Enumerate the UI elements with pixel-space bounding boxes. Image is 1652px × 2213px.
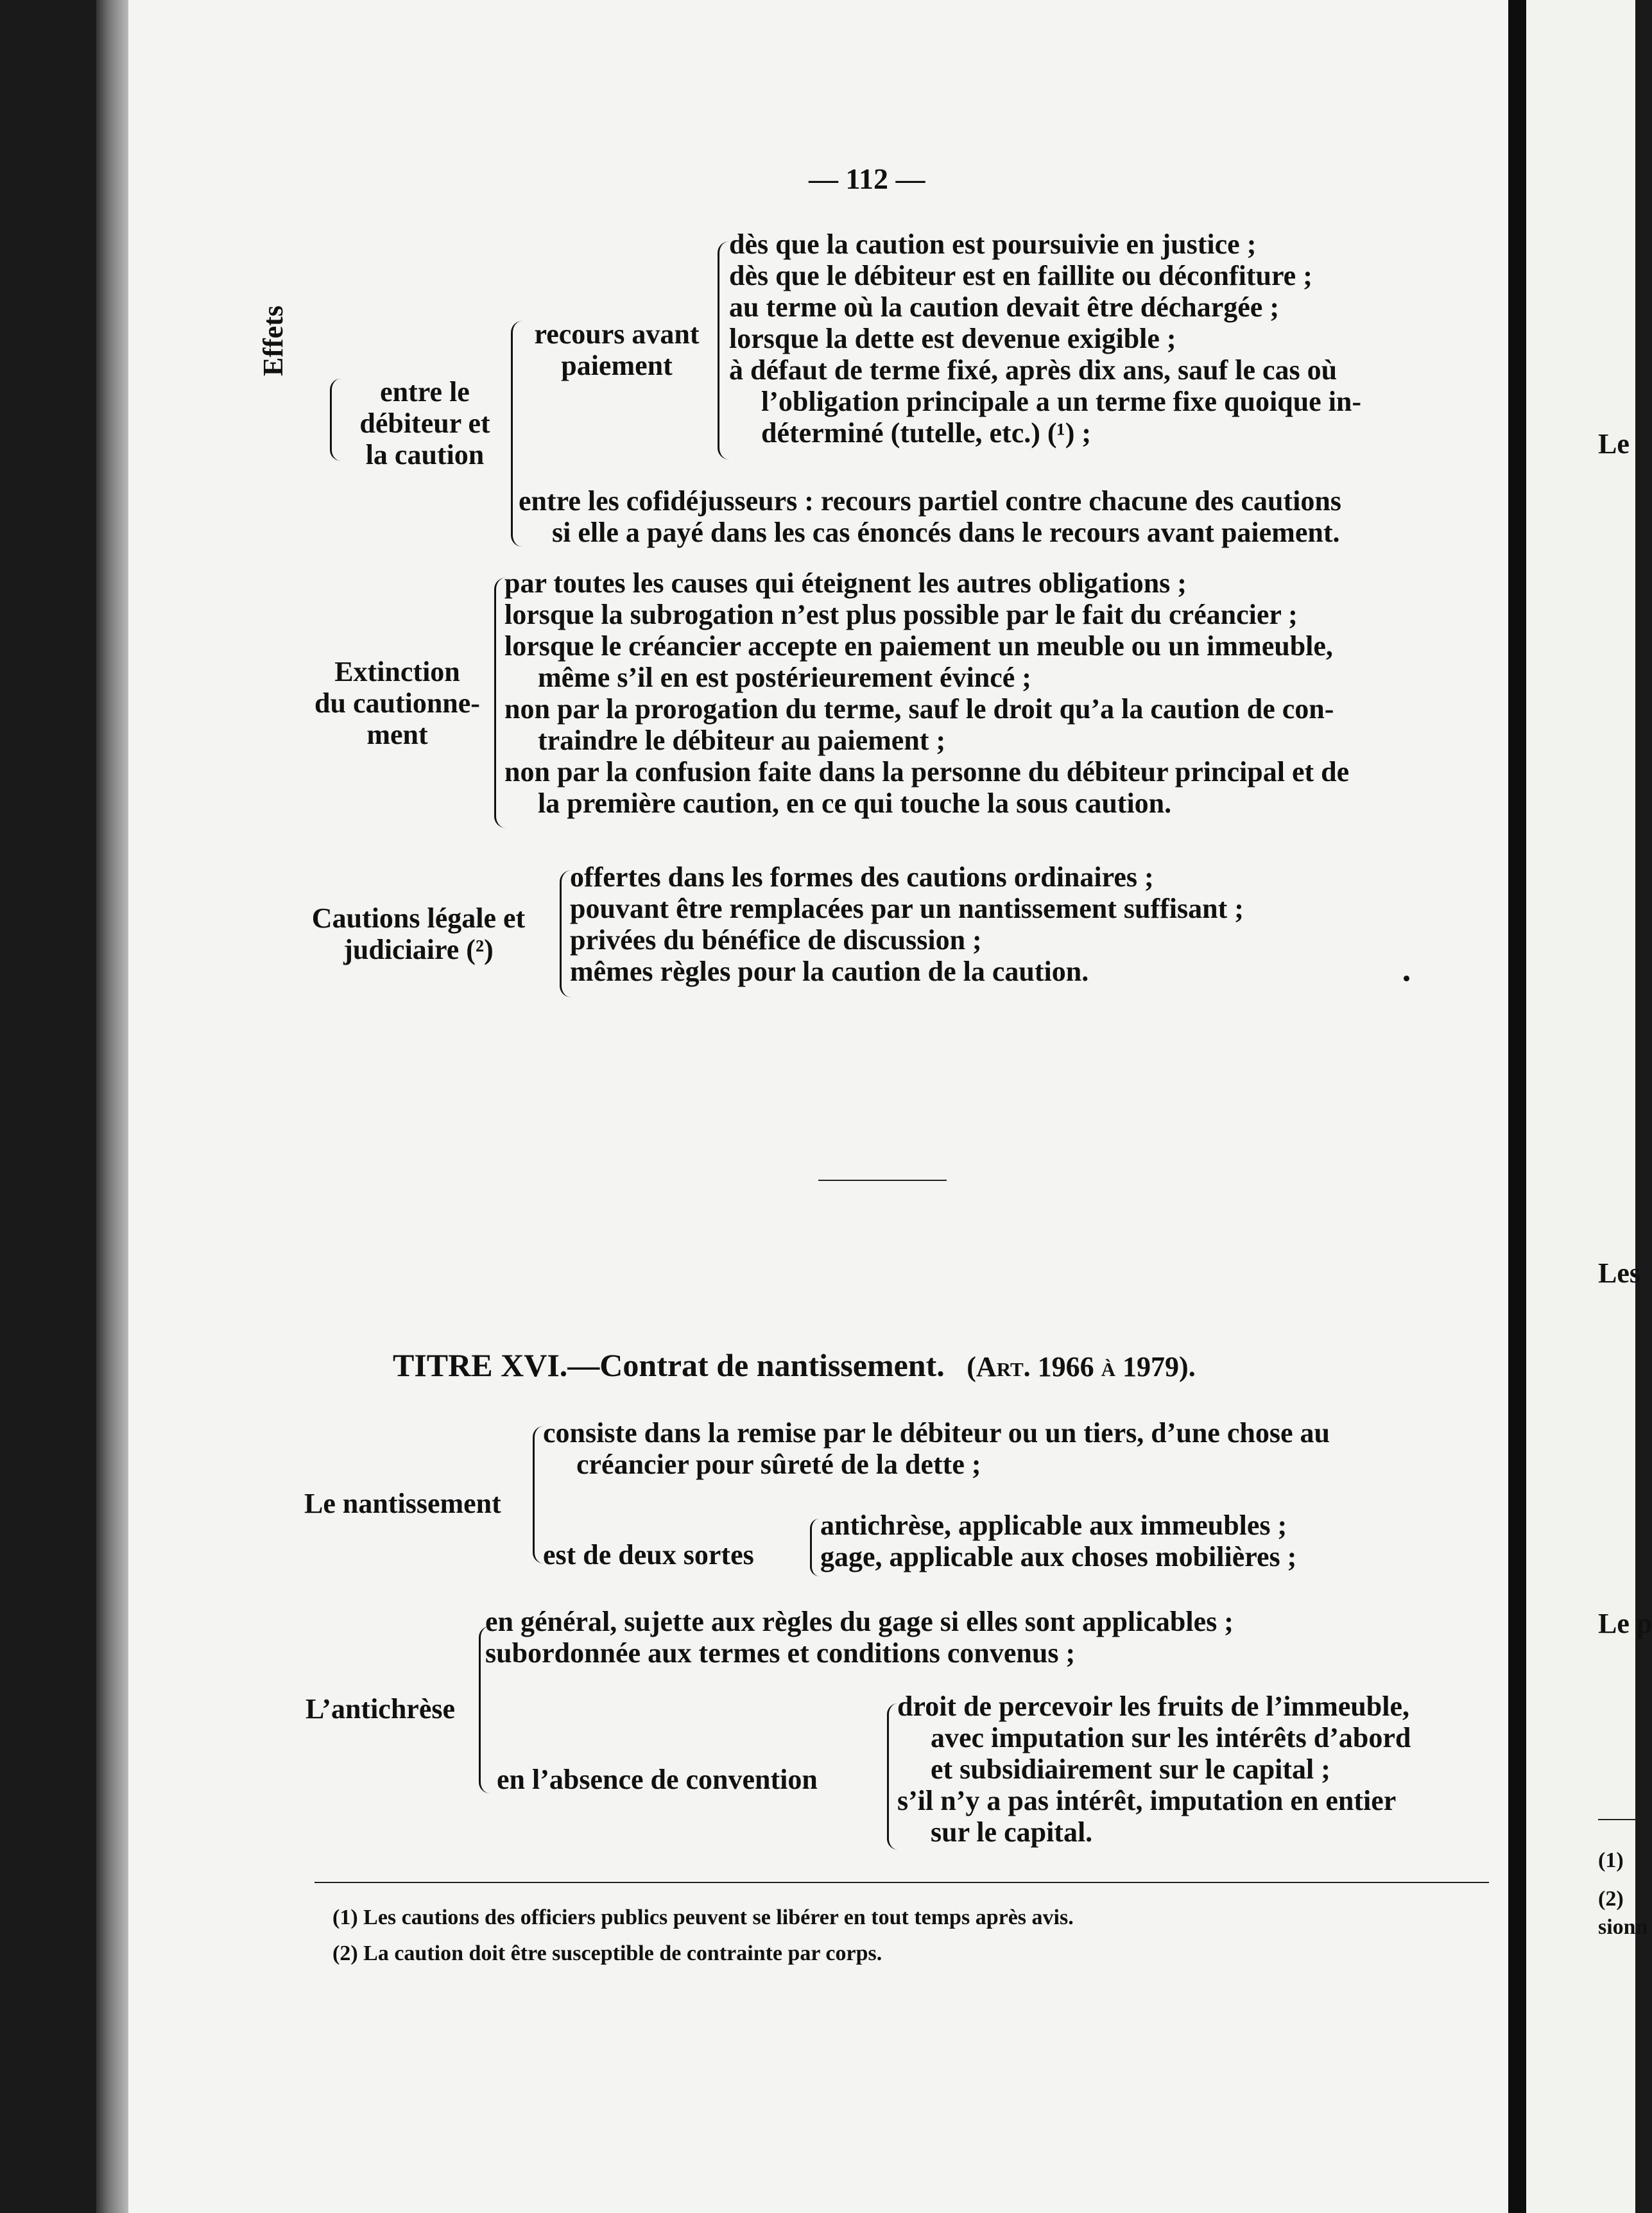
recours-brace [718, 241, 730, 460]
facing-page [1526, 0, 1652, 2213]
sortes-item: antichrèse, applicable aux immeubles ; [820, 1510, 1287, 1541]
extinction-item: même s’il en est postérieurement évincé ; [538, 662, 1031, 693]
nantissement-consiste-line: consiste dans la remise par le débiteur ou un tiers, d’une chose au [543, 1417, 1330, 1449]
extinction-label-line: du cautionne- [314, 687, 480, 719]
recours-avant-paiement-label [519, 318, 715, 381]
absence-item: sur le capital. [931, 1816, 1093, 1848]
sortes-brace [810, 1519, 820, 1576]
antichrese-label: L’antichrèse [305, 1693, 456, 1725]
footnotes [332, 1900, 1074, 1972]
extinction-label-line: Extinction [334, 656, 460, 687]
cautions-item: pouvant être remplacées par un nantissement suffisant ; [570, 893, 1244, 924]
recours-items [729, 228, 1361, 449]
cautions-label [290, 902, 547, 965]
cautions-item: privées du bénéfice de discussion ; [570, 924, 982, 956]
nantissement-consiste [543, 1417, 1330, 1480]
book-gutter [1508, 0, 1526, 2213]
cautions-label-line: judiciaire (²) [343, 934, 494, 965]
sortes-item: gage, applicable aux choses mobilières ; [820, 1541, 1297, 1572]
facing-page-fragment: Le p [1598, 1608, 1652, 1639]
nantissement-consiste-line: créancier pour sûreté de la dette ; [576, 1449, 981, 1480]
effets-party-line: débiteur et [359, 408, 490, 439]
extinction-item: par toutes les causes qui éteignent les autres obligations ; [504, 567, 1187, 599]
absence-brace [887, 1703, 898, 1850]
stray-mark [1404, 976, 1409, 981]
footnote: (1) Les cautions des officiers publics peuvent se libérer en tout temps après avis. [332, 1906, 1074, 1929]
effets-party-line: la caution [365, 439, 485, 470]
recours-item: lorsque la dette est devenue exigible ; [729, 323, 1176, 354]
effets-party-line: entre le [380, 376, 470, 408]
nantissement-brace [533, 1426, 544, 1563]
recours-item: à défaut de terme fixé, après dix ans, sauf le cas où [729, 354, 1338, 386]
facing-page-fragment: Les [1598, 1257, 1640, 1289]
facing-page-fragment: sionn [1598, 1915, 1648, 1939]
extinction-item: non par la confusion faite dans la personne du débiteur principal et de [504, 756, 1350, 788]
absence-item: droit de percevoir les fruits de l’immeuble, [897, 1691, 1409, 1722]
absence-item: et subsidiairement sur le capital ; [931, 1753, 1330, 1785]
recours-label-line: recours avant [534, 318, 700, 350]
antichrese-item: en général, sujette aux règles du gage si elles sont applicables ; [485, 1606, 1234, 1637]
recours-item: l’obligation principale a un terme fixe quoique in- [761, 386, 1362, 417]
cofidejusseurs-line: si elle a payé dans les cas énoncés dans le recours avant paiement. [552, 517, 1340, 548]
facing-page-fragment: (1) [1598, 1848, 1624, 1872]
recours-item: au terme où la caution devait être déchargée ; [729, 291, 1279, 323]
absence-item: s’il n’y a pas intérêt, imputation en entier [897, 1785, 1397, 1816]
extinction-item: lorsque la subrogation n’est plus possible par le fait du créancier ; [504, 599, 1298, 630]
cofidejusseurs-text [519, 485, 1341, 548]
effets-party-label [341, 376, 508, 470]
extinction-item: la première caution, en ce qui touche la sous caution. [538, 788, 1172, 819]
titre-articles: (Art. 1966 à 1979). [967, 1351, 1196, 1382]
footnote-rule [314, 1882, 1489, 1883]
cofidejusseurs-line: entre les cofidéjusseurs : recours partiel contre chacune des cautions [519, 485, 1341, 517]
antichrese-absence-label: en l’absence de convention [497, 1764, 818, 1795]
cautions-items [570, 861, 1244, 987]
titre-heading [393, 1347, 1196, 1384]
extinction-label [304, 656, 490, 750]
cautions-label-line: Cautions légale et [311, 902, 526, 934]
antichrese-items [485, 1606, 1234, 1669]
extinction-item: non par la prorogation du terme, sauf le droit qu’a la caution de con- [504, 693, 1334, 725]
facing-page-fragment: Le [1598, 428, 1630, 460]
recours-label-line: paiement [561, 350, 673, 381]
antichrese-absence-items [897, 1691, 1411, 1848]
recours-item: déterminé (tutelle, etc.) (¹) ; [761, 417, 1092, 449]
extinction-item: lorsque le créancier accepte en paiement un meuble ou un immeuble, [504, 630, 1333, 662]
recours-item: dès que la caution est poursuivie en justice ; [729, 228, 1257, 260]
nantissement-label: Le nantissement [304, 1488, 501, 1519]
section-separator [818, 1180, 947, 1181]
absence-item: avec imputation sur les intérêts d’abord [931, 1722, 1411, 1753]
nantissement-sortes-label: est de deux sortes [543, 1539, 754, 1571]
antichrese-item: subordonnée aux termes et conditions convenus ; [485, 1637, 1076, 1669]
recours-item: dès que le débiteur est en faillite ou déconfiture ; [729, 260, 1312, 291]
titre-title: TITRE XVI.—Contrat de nantissement. [393, 1347, 945, 1383]
cautions-item: mêmes règles pour la caution de la caution. [570, 956, 1089, 987]
facing-page-rule [1598, 1819, 1637, 1820]
extinction-items [504, 567, 1349, 819]
nantissement-sortes-items [820, 1510, 1296, 1572]
page-number: — 112 — [809, 162, 925, 195]
extinction-item: traindre le débiteur au paiement ; [538, 725, 946, 756]
footnote: (2) La caution doit être susceptible de contrainte par corps. [332, 1942, 882, 1965]
extinction-label-line: ment [366, 719, 428, 750]
page-edge [96, 0, 128, 2213]
effets-brace [330, 379, 341, 461]
cautions-item: offertes dans les formes des cautions ordinaires ; [570, 861, 1154, 893]
effets-heading: Effets [257, 306, 289, 376]
facing-page-fragment: (2) [1598, 1887, 1624, 1911]
